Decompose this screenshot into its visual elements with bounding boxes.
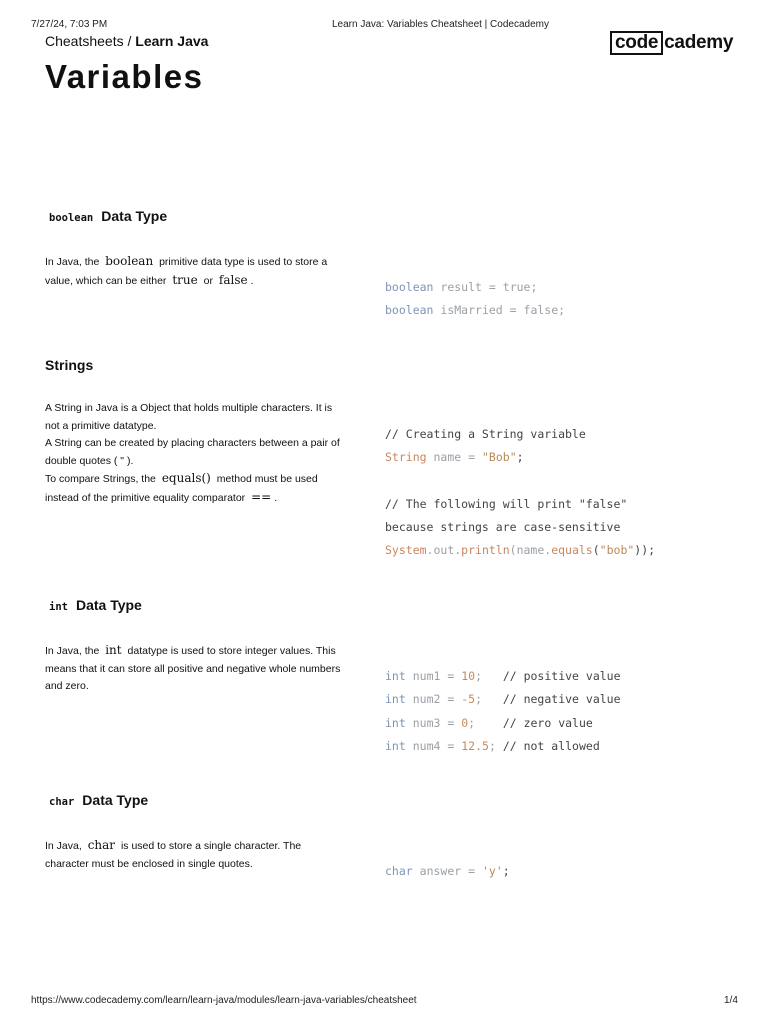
code-line: char answer = 'y'; [385, 864, 510, 879]
code-block-int[interactable] [385, 642, 621, 804]
codecademy-logo[interactable] [610, 30, 733, 56]
code-block-char[interactable] [385, 837, 510, 930]
desc-text: In Java, the [45, 256, 100, 268]
code-line: System.out.println(name.equals("bob")); [385, 543, 656, 558]
desc-text: In Java, [45, 840, 82, 852]
inline-code-boolean: boolean [105, 254, 154, 268]
print-page-number: 1/4 [724, 995, 738, 1006]
inline-code-false: false [218, 272, 248, 287]
code-line: int num2 = -5; // negative value [385, 692, 621, 707]
breadcrumb [45, 33, 208, 49]
code-block-boolean[interactable] [385, 253, 565, 369]
inline-code-int: int [105, 643, 122, 657]
logo-code-box: code [610, 31, 663, 55]
breadcrumb-current-learn-java[interactable]: Learn Java [135, 33, 209, 49]
breadcrumb-separator: / [123, 33, 136, 49]
desc-text: primitive data type is used to store a value, which can be either [45, 256, 328, 287]
inline-code-equals: equals() [161, 471, 211, 485]
inline-code-true: true [172, 272, 198, 287]
desc-text: . [250, 274, 254, 287]
desc-text: datatype is used to store integer values. This means that it can store all positive and negative whole numbers and zero. [45, 645, 341, 692]
page-title: Variables [45, 58, 204, 95]
desc-text: . [274, 491, 278, 504]
section-heading-strings [45, 357, 93, 373]
inline-code-char: char [87, 838, 116, 852]
desc-text: In Java, the [45, 645, 100, 657]
heading-text: Data Type [75, 597, 142, 613]
logo-cademy-text: cademy [664, 32, 734, 53]
char-description [45, 837, 345, 873]
inline-code-equality: == [251, 489, 272, 504]
code-line: int num3 = 0; // zero value [385, 715, 593, 730]
heading-text: Strings [45, 357, 94, 373]
int-description [45, 642, 345, 696]
code-line: int num4 = 12.5; // not allowed [385, 738, 600, 753]
code-line: int num1 = 10; // positive value [385, 669, 621, 684]
section-heading-char [49, 792, 148, 808]
breadcrumb-cheatsheets-link[interactable]: Cheatsheets [45, 33, 124, 49]
code-line: // Creating a String variable [385, 427, 586, 442]
heading-text: Data Type [101, 208, 168, 224]
code-line: String name = "Bob"; [385, 450, 524, 465]
code-block-strings[interactable] [385, 400, 655, 609]
code-line: because strings are case-sensitive [385, 520, 621, 535]
heading-code-boolean: boolean [49, 212, 94, 224]
desc-text: method must be used instead of the primitive equality comparator [45, 473, 318, 504]
desc-text: To compare Strings, the [45, 473, 156, 485]
boolean-description [45, 253, 345, 290]
desc-text: or [203, 274, 213, 287]
code-line: boolean result = true; [385, 280, 538, 295]
section-heading-boolean [49, 208, 167, 224]
heading-text: Data Type [82, 792, 149, 808]
print-page-title: Learn Java: Variables Cheatsheet | Codecademy [332, 19, 549, 30]
heading-code-char: char [49, 796, 75, 808]
desc-line: A String in Java is a Object that holds multiple characters. It is not a primitive datatype. [45, 402, 333, 432]
code-line: // The following will print "false" [385, 496, 628, 511]
section-heading-int [49, 597, 142, 613]
desc-line [45, 470, 345, 507]
desc-text: is used to store a single character. The character must be enclosed in single quotes. [45, 840, 302, 870]
desc-line: A String can be created by placing characters between a pair of double quotes ( " ). [45, 437, 340, 467]
code-line: boolean isMarried = false; [385, 303, 566, 318]
heading-code-int: int [49, 601, 68, 613]
print-url[interactable]: https://www.codecademy.com/learn/learn-java/modules/learn-java-variables/cheatsheet [31, 995, 417, 1006]
code-line [385, 470, 655, 493]
print-datetime: 7/27/24, 7:03 PM [31, 19, 108, 30]
strings-description [45, 400, 345, 507]
